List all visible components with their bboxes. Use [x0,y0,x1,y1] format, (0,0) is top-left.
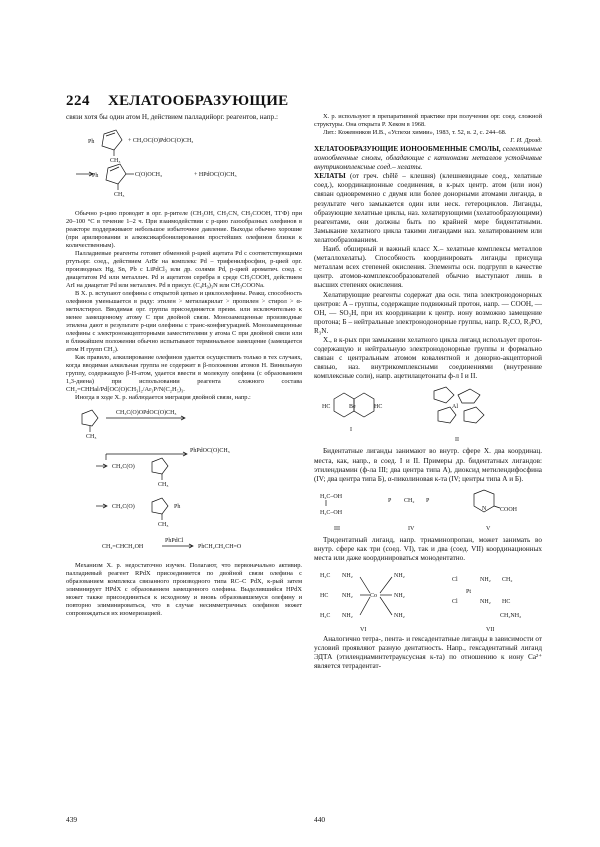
label-VI: VI [360,627,367,634]
right-column [314,113,542,671]
figure-VI-VII [314,563,542,635]
label-I: I [350,427,352,434]
structure-VI [320,573,405,633]
phenyl-label: Ph [174,504,181,511]
cyclopentene-ring [82,410,98,426]
paragraph: Х., в к-рых при замыкании хелатного цикла лиганд использует протон-содержащую и нейтральную электронодонорные группы и формально связан с центральным атомом ковалентной и донорно-акцепторной связью, наз. внутрикомплексными соединениями (внутренние комплексные соли), напр. ацетилацетонаты ф-л I и II. [314,335,542,381]
figure-I-II [314,381,542,447]
amine-label: NH₂ [480,599,491,606]
paragraph: Иногда в ходе Х. р. наблюдается миграция двойной связи, напр.: [75,394,251,402]
amine-label: NH₂ [342,613,353,620]
amine-label: NH₂ [394,593,405,600]
paragraph: Наиб. обширный и важный класс Х.– хелатные комплексы металлов (металлохелаты). Способность координировать лиганды присуща металлам всех степеней окисления. Элементы осн. подгрупп в качестве центр. атомов-комплексообразователей обычно выступают лишь в высших степенях окисления. [314,245,542,290]
ethanol-group: H₂C–OH [320,493,343,500]
hc-label: HC [374,404,383,411]
product-ring [106,164,126,184]
beryllium-label: Be [349,404,356,411]
acyl-label: CH₃C(O) [112,504,135,511]
figure-III-V [314,484,542,536]
chlorine-label: Cl [452,577,458,584]
footer-page-number: 439 [66,815,78,824]
phenyl-label: Ph [92,173,99,180]
label-V: V [486,525,491,532]
methyl-label: CH₃ [158,522,169,529]
carboxyl-label: COOH [500,506,518,513]
phosphorus-label: P [388,497,392,504]
methylene-label: H₂C [320,573,331,580]
entry-heading [314,172,542,245]
ester-label: C(O)OCH₃ [135,172,163,179]
methylene-label: CH₂ [502,577,513,584]
acyl-label: CH₃C(O) [112,464,135,471]
amine-label: NH₂ [480,577,491,584]
phosphorus-label: P [426,497,430,504]
methyl-label: CH₃ [86,434,97,441]
amine-label: NH₂ [342,593,353,600]
paragraph: В Х. р. вступают олефины с открытой цепью и циклоолефины. Реакц. способность олефинов уменьшается в ряду: этилен > метилакрилат > пропилен > стирол > α-метилстирол. Вводимая орг. группа присоединяется преим. или исключительно к менее замещенному атому C при двойной связи. Монозамещенные производные этилена дают в результате р-ции олефины с транс-конфигурацией. Монозамещенные олефины с электроноакцепторными заместителями у атома C при двойной связи или в ближайшем положении обычно испытывают терминальное замещение (замещается атом H групп CH₂). [66,290,302,354]
entry-heading [314,145,542,172]
chlorine-label: Cl [452,599,458,606]
methyl-label: CH₃ [110,158,121,165]
amine-label: NH₂ [394,573,405,580]
reagent-label: CH₃C(O)OPdOC(O)CH₃ [116,410,177,417]
structure-III [320,494,343,532]
reagent-label: PhPdOC(O)CH₃ [190,448,230,455]
nitrogen-label: N [482,505,487,512]
entry-body: селективные ионообменные смолы, обладающие с катионами металлов устойчивые внутрикомплексные соед.– хелаты. [314,145,542,172]
structure-VII [452,577,521,633]
page-number: 224 [66,93,90,109]
entry-body: (от греч. chēlē – клешня) (клешневидные соед., хелатные соед.), координационные соединения, в к-рых центр. атом (или ион) связан одновременно с двумя или более донорными атомами лиганда, в результате чего замыкается один или неск. гетероциклов. Лиганды, образующие хелатные циклы, наз. хелатирующими (хелатообразующими) реагентами, они должны быть по крайней мере бидентатными. Замыкание хелатного цикла такими лигандами наз. хелатированием или хелатообразованием. [314,172,542,244]
label-IV: IV [408,525,415,532]
footer-page-number: 440 [314,815,326,824]
hc-label: HC [322,404,331,411]
paragraph: Механизм Х. р. недостаточно изучен. Полагают, что первоначально активир. палладиевый реагент RPdX присоединяется по двойной связи олефина с образованием комплекса связанного производного типа RC–C PdX, к-рый затем элиминирует HPdX с образованием замещенного олефина. Выделившийся HPdX может также присоединиться к исходному и вновь образовавшемуся олефину и повторно элиминироваться, что в случае несимметричных олефинов может сопровождаться их изомеризацией. [66,562,302,618]
reagent-label: + CH₃OC(O)PdOC(O)CH₃ [128,138,194,145]
ethanol-group: H₂C–OH [320,509,343,516]
methine-label: HC [320,593,329,600]
reaction-scheme-1 [66,122,302,210]
paragraph: Тридентатный лиганд, напр. триаминопропан, может занимать во внутр. сфере как три (соед. VI), так и два (соед. VII) координационных места или даже координироваться монодентатно. [314,535,542,562]
reagent-label: PhPdCl [165,538,184,545]
running-title: ХЕЛАТООБРАЗУЮЩИЕ [108,93,289,109]
reaction-scheme-2 [66,402,302,562]
literature-ref: Лит.: Кожевников И.В., «Успехи химии», 1983, т. 52, в. 2, с. 244–68. [323,129,507,136]
left-column [66,113,302,618]
cobalt-label: Co [370,593,378,600]
allyl-alcohol-label: CH₂=CHCH₂OH [102,544,144,551]
phenyl-label: Ph [88,139,95,146]
entry-title: ХЕЛАТООБРАЗУЮЩИЕ ИОНООБМЕННЫЕ СМОЛЫ, [314,145,501,153]
platinum-label: Pt [466,589,472,596]
methyl-label: CH₃ [158,482,169,489]
entry-title: ХЕЛАТЫ [314,172,346,181]
methine-label: HC [502,599,511,606]
paragraph: Бидентатные лиганды занимают во внутр. сфере Х. два координац. места, как, напр., в соед. I и II. Примеры др. бидентатных лигандов: этилендиамин (ф-ла III; два центра типа A), диоксид метилендифосфина (IV; два центра типа Б), α-пиколиновая к-та (IV; центры типа А и Б). [314,447,542,483]
page-header [66,92,288,110]
amine-label: NH₂ [394,613,405,620]
label-VII: VII [486,627,495,634]
structure-I [322,393,382,433]
methylene-label: CH₂ [404,497,415,504]
methyl-label: CH₃ [114,192,125,199]
paragraph: Х. р. используют в препаративной практике при получении орг. соед. сложной структуры. Она открыта Р. Хеком в 1968. [314,113,542,128]
label-II: II [455,437,459,444]
aminomethyl-label: CH₂NH₂ [500,613,522,620]
label-III: III [334,525,340,532]
aldehyde-label: PhCH₂CH₂CH=O [198,544,242,551]
paragraph: Аналогично тетра-, пента- и гексадентатные лиганды в зависимости от условий проявляют разную дентатность. Напр., гексадентатный лиганд ЭДТА (этилендиаминтетрауксусная к-та) по отношению к иону Ca²⁺ является тетрадентат- [314,635,542,671]
structure-IV [388,498,430,532]
amine-label: NH₂ [342,573,353,580]
byproduct-label: + HPdOC(O)CH₃ [194,172,237,179]
author: Г. И. Дрозд. [510,137,542,144]
structure-V [474,490,518,532]
methylene-label: H₂C [320,613,331,620]
paragraph: Обычно р-цию проводят в орг. р-рителе (CH₃OH, CH₃CN, CH₃COOH, ТГФ) при 20–100 °С в течение 1–2 ч. При взаимодействии с р-цию газообразных олефинов в реакторе поддерживают небольшое избыточное давление. Выходы обычно хорошие (при арилировании и алкоксикарбонилировании простейших олефинов близки к количественным). [66,210,302,250]
paragraph: Хелатирующие реагенты содержат два осн. типа электронодонорных центров: A – группы, содержащие подвижный протон, напр. — COOH, — OH, — SO₃H, при их координации к центр. иону возможно замещение протона; Б – нейтральные электронодонорные группы, напр. R₂CO, R₃PO, R₃N. [314,290,542,335]
paragraph: Как правило, алкилирование олефинов удается осуществить только в тех случаях, когда вводимая алкильная группа не содержит в β-положении атомов H. Винильную группу, содержащую β-H-атом, удается ввести в молекулу олефина (с образованием 1,3-диена) при использовании реагента сложного состава CH₂=CHHal/Pd[OC(O)CH₃]₂/Ar₃P/N(C₂H₅)₃. [66,354,302,394]
structure-II [434,387,484,443]
paragraph: Палладиевые реагенты готовят обменной р-цией ацетата Pd с соответствующими ртутьорг. соед., действием ArBr на комплекс Pd – трифенилфосфин, р-цией орг. производных Hg, Sn, Pb с LiPdCl₃ или др. солями Pd, р-цией ароматич. соед. с диацетатом Pd или металлич. Pd и ацетатом серебра в среде CH₃COOH, действием ArI на диацетат Pd или металлич. Pd в присут. (C₄H₉)₃N или CH₃COONa. [66,250,302,290]
aluminium-label: Al [452,404,458,411]
cyclopentene-ring [102,130,122,150]
paragraph: связи хотя бы один атом H, действием палладийорг. реагентов, напр.: [66,113,278,121]
